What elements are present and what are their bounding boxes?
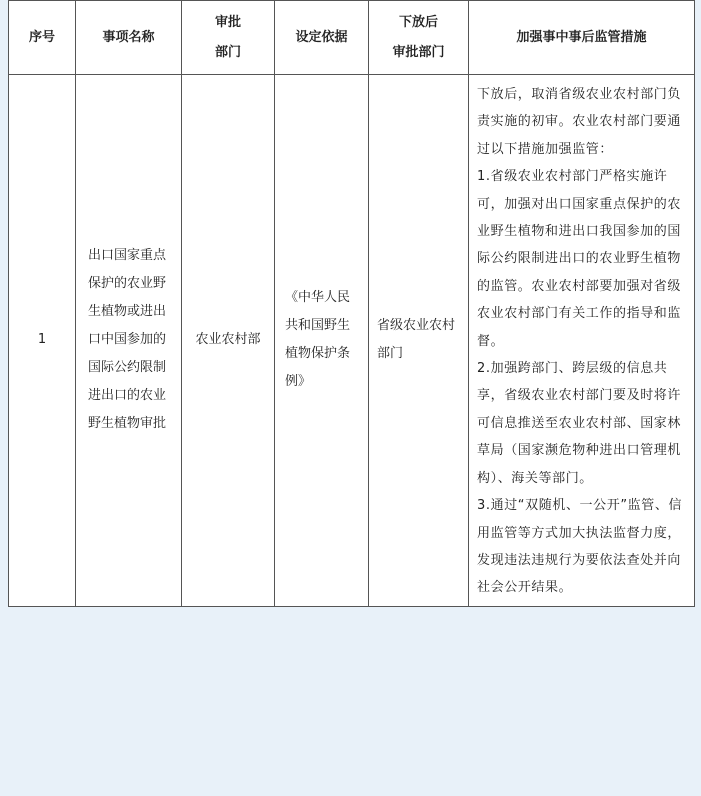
header-dept-line1: 审批 [214, 14, 241, 30]
cell-basis: 《中华人民共和国野生植物保护条例》 [275, 75, 369, 607]
measures-item-1: 1.省级农业农村部门严格实施许可，加强对出口国家重点保护的农业野生植物和进出口我国参加的国际公约限制进出口的农业野生植物的监管。农业农村部要加强对省级农业农村部门有关工作的指导和监督。 [477, 169, 682, 349]
measures-intro: 下放后，取消省级农业农村部门负责实施的初审。农业农村部门要通过以下措施加强监管： [477, 87, 682, 157]
cell-dept: 农业农村部 [182, 75, 275, 607]
header-item-name: 事项名称 [76, 1, 182, 75]
header-dept-line2: 部门 [214, 44, 241, 60]
cell-item-name: 出口国家重点保护的农业野生植物或进出口中国参加的国际公约限制进出口的农业野生植物审批 [76, 75, 182, 607]
cell-after-dept: 省级农业农村部门 [369, 75, 469, 607]
measures-item-2: 2.加强跨部门、跨层级的信息共享，省级农业农村部门要及时将许可信息推送至农业农村部、国家林草局（国家濒危物种进出口管理机构）、海关等部门。 [477, 361, 682, 486]
cell-index: 1 [9, 75, 76, 607]
header-dept [182, 1, 275, 75]
header-after-line1: 下放后 [398, 14, 438, 30]
header-measures: 加强事中事后监管措施 [469, 1, 695, 75]
measures-item-3: 3.通过“双随机、一公开”监管、信用监管等方式加大执法监督力度，发现违法违规行为要依法查处并向社会公开结果。 [477, 498, 683, 596]
approval-table [8, 0, 695, 607]
header-after-line2: 审批部门 [392, 44, 445, 60]
header-index: 序号 [9, 1, 76, 75]
table-row [9, 75, 695, 607]
cell-measures [469, 75, 695, 607]
header-row [9, 1, 695, 75]
header-basis: 设定依据 [275, 1, 369, 75]
header-after-dept [369, 1, 469, 75]
